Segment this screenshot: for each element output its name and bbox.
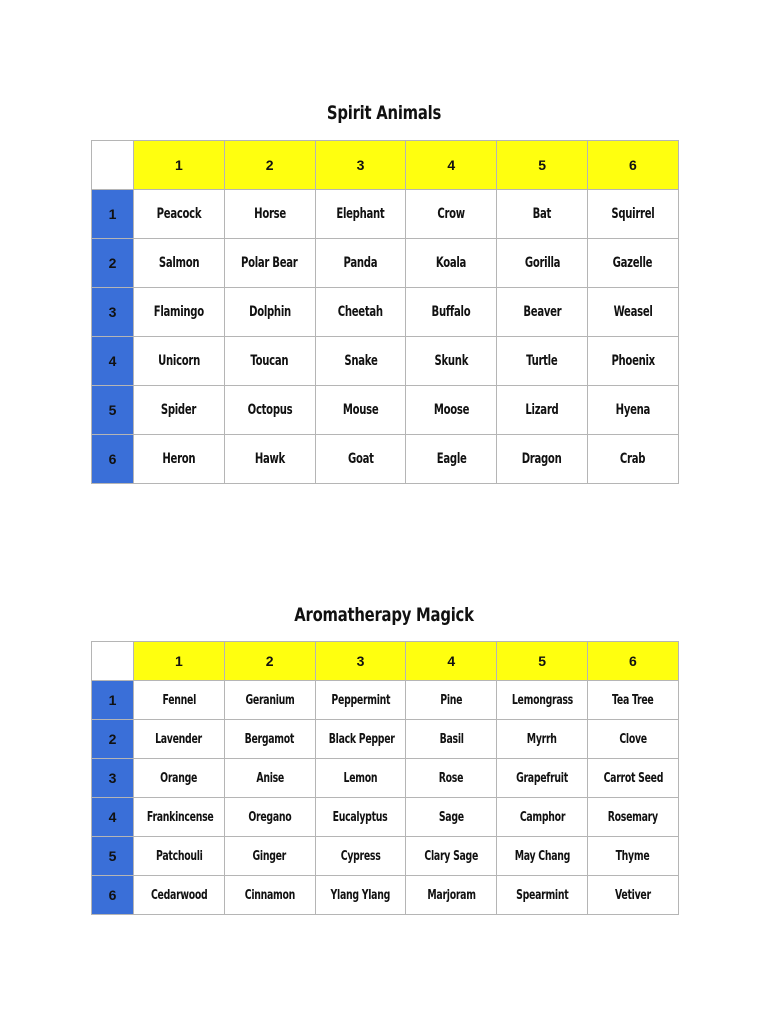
table-cell xyxy=(315,386,406,435)
cell-text: Myrrh xyxy=(527,732,558,747)
cell-text: Buffalo xyxy=(431,304,471,320)
table-cell xyxy=(587,798,678,837)
table-cell xyxy=(497,190,588,239)
table-cell xyxy=(406,681,497,720)
table-cell xyxy=(134,876,225,915)
table-cell xyxy=(315,759,406,798)
table-cell xyxy=(406,386,497,435)
table-cell xyxy=(406,837,497,876)
table-cell xyxy=(497,759,588,798)
cell-text: Panda xyxy=(343,255,378,271)
row-header: 4 xyxy=(92,798,134,837)
column-header: 3 xyxy=(315,141,406,190)
table-cell xyxy=(224,837,315,876)
table-cell xyxy=(315,837,406,876)
table-cell xyxy=(224,337,315,386)
cell-text: Clary Sage xyxy=(424,849,479,864)
table-cell xyxy=(224,288,315,337)
cell-text: Ginger xyxy=(252,849,287,864)
row-header: 1 xyxy=(92,681,134,720)
table-cell xyxy=(315,288,406,337)
column-header: 2 xyxy=(224,141,315,190)
cell-text: Clove xyxy=(619,732,647,747)
spirit-animals-table xyxy=(91,140,679,484)
cell-text: Flamingo xyxy=(153,304,204,320)
table-row xyxy=(92,190,679,239)
column-header: 1 xyxy=(134,642,225,681)
cell-text: Salmon xyxy=(158,255,200,271)
table-row xyxy=(92,681,679,720)
table-cell xyxy=(497,239,588,288)
cell-text: Camphor xyxy=(519,810,565,825)
table-cell xyxy=(224,681,315,720)
cell-text: Cheetah xyxy=(337,304,384,320)
cell-text: Pine xyxy=(440,693,463,708)
table-cell xyxy=(497,337,588,386)
table-cell xyxy=(406,337,497,386)
table-cell xyxy=(587,720,678,759)
table-row xyxy=(92,798,679,837)
table-cell xyxy=(406,435,497,484)
cell-text: Crow xyxy=(437,206,466,222)
cell-text: Fennel xyxy=(162,693,196,708)
row-header: 2 xyxy=(92,239,134,288)
table-cell xyxy=(134,337,225,386)
cell-text: Peppermint xyxy=(331,693,390,708)
aromatherapy-magick-title: Aromatherapy Magick xyxy=(294,604,474,626)
cell-text: Basil xyxy=(439,732,464,747)
table-cell xyxy=(224,190,315,239)
cell-text: Oregano xyxy=(248,810,292,825)
cell-text: Dragon xyxy=(522,451,562,467)
cell-text: Rosemary xyxy=(607,810,658,825)
cell-text: Moose xyxy=(433,402,469,418)
cell-text: Eagle xyxy=(436,451,467,467)
table-cell xyxy=(315,435,406,484)
row-header: 5 xyxy=(92,837,134,876)
cell-text: Marjoram xyxy=(427,888,476,903)
cell-text: Mouse xyxy=(342,402,379,418)
cell-text: Hawk xyxy=(254,451,285,467)
column-header: 1 xyxy=(134,141,225,190)
cell-text: Horse xyxy=(253,206,286,222)
table-cell xyxy=(587,239,678,288)
table-cell xyxy=(134,837,225,876)
table-cell xyxy=(497,288,588,337)
table-cell xyxy=(134,190,225,239)
table-cell xyxy=(134,435,225,484)
cell-text: Sage xyxy=(438,810,464,825)
table-row xyxy=(92,239,679,288)
cell-text: Elephant xyxy=(336,206,385,222)
table-cell xyxy=(587,759,678,798)
cell-text: Polar Bear xyxy=(241,255,298,271)
table-row xyxy=(92,837,679,876)
table-cell xyxy=(406,190,497,239)
table-row xyxy=(92,288,679,337)
cell-text: Phoenix xyxy=(611,353,655,369)
table-row xyxy=(92,720,679,759)
table-cell xyxy=(134,681,225,720)
cell-text: Black Pepper xyxy=(328,732,395,747)
table-cell xyxy=(497,720,588,759)
table-cell xyxy=(587,681,678,720)
row-header: 5 xyxy=(92,386,134,435)
cell-text: Weasel xyxy=(613,304,653,320)
table-cell xyxy=(315,190,406,239)
table-cell xyxy=(406,239,497,288)
cell-text: Anise xyxy=(255,771,284,786)
table-cell xyxy=(315,681,406,720)
column-header: 4 xyxy=(406,141,497,190)
cell-text: Frankincense xyxy=(146,810,214,825)
aromatherapy-magick-table xyxy=(91,641,679,915)
table-cell xyxy=(315,798,406,837)
cell-text: Squirrel xyxy=(611,206,655,222)
table-cell xyxy=(224,239,315,288)
row-header: 3 xyxy=(92,288,134,337)
table-header-row xyxy=(92,141,679,190)
table-cell xyxy=(224,435,315,484)
column-header: 2 xyxy=(224,642,315,681)
column-header: 4 xyxy=(406,642,497,681)
cell-text: Koala xyxy=(436,255,467,271)
cell-text: Gazelle xyxy=(613,255,653,271)
table-cell xyxy=(587,386,678,435)
table-cell xyxy=(587,837,678,876)
table-cell xyxy=(406,876,497,915)
table-cell xyxy=(134,386,225,435)
table-row xyxy=(92,386,679,435)
table-row xyxy=(92,759,679,798)
cell-text: Spearmint xyxy=(515,888,569,903)
cell-text: Gorilla xyxy=(524,255,560,271)
cell-text: Goat xyxy=(347,451,374,467)
row-header: 3 xyxy=(92,759,134,798)
cell-text: Thyme xyxy=(615,849,650,864)
table-cell xyxy=(224,720,315,759)
cell-text: Tea Tree xyxy=(612,693,654,708)
cell-text: Lemon xyxy=(343,771,378,786)
cell-text: Turtle xyxy=(526,353,558,369)
cell-text: Cypress xyxy=(340,849,381,864)
table-cell xyxy=(406,798,497,837)
table-cell xyxy=(134,239,225,288)
row-header: 6 xyxy=(92,876,134,915)
cell-text: Cedarwood xyxy=(150,888,208,903)
corner-cell xyxy=(92,141,134,190)
cell-text: May Chang xyxy=(514,849,570,864)
table-cell xyxy=(587,876,678,915)
cell-text: Toucan xyxy=(250,353,289,369)
cell-text: Ylang Ylang xyxy=(330,888,391,903)
cell-text: Cinnamon xyxy=(244,888,295,903)
table-cell xyxy=(587,435,678,484)
cell-text: Lizard xyxy=(525,402,559,418)
cell-text: Vetiver xyxy=(614,888,651,903)
cell-text: Heron xyxy=(162,451,196,467)
cell-text: Carrot Seed xyxy=(603,771,663,786)
cell-text: Geranium xyxy=(245,693,295,708)
cell-text: Patchouli xyxy=(155,849,203,864)
column-header: 3 xyxy=(315,642,406,681)
table-row xyxy=(92,337,679,386)
row-header: 4 xyxy=(92,337,134,386)
cell-text: Octopus xyxy=(247,402,293,418)
table-cell xyxy=(406,759,497,798)
cell-text: Bat xyxy=(532,206,552,222)
row-header: 1 xyxy=(92,190,134,239)
table-cell xyxy=(315,337,406,386)
column-header: 6 xyxy=(587,642,678,681)
table-row xyxy=(92,435,679,484)
table-cell xyxy=(587,337,678,386)
table-cell xyxy=(134,798,225,837)
corner-cell xyxy=(92,642,134,681)
table-cell xyxy=(224,798,315,837)
table-cell xyxy=(315,239,406,288)
table-cell xyxy=(224,386,315,435)
table-cell xyxy=(497,798,588,837)
table-cell xyxy=(134,720,225,759)
column-header: 5 xyxy=(497,141,588,190)
cell-text: Peacock xyxy=(156,206,202,222)
table-cell xyxy=(497,681,588,720)
table-cell xyxy=(224,876,315,915)
cell-text: Grapefruit xyxy=(516,771,569,786)
cell-text: Eucalyptus xyxy=(333,810,388,825)
table-cell xyxy=(587,288,678,337)
cell-text: Hyena xyxy=(615,402,651,418)
cell-text: Crab xyxy=(620,451,646,467)
row-header: 6 xyxy=(92,435,134,484)
table-cell xyxy=(315,876,406,915)
cell-text: Lemongrass xyxy=(511,693,573,708)
table-cell xyxy=(134,759,225,798)
cell-text: Rose xyxy=(439,771,464,786)
cell-text: Snake xyxy=(343,353,378,369)
cell-text: Unicorn xyxy=(157,353,200,369)
table-cell xyxy=(406,720,497,759)
table-cell xyxy=(497,435,588,484)
cell-text: Orange xyxy=(160,771,198,786)
table-cell xyxy=(224,759,315,798)
column-header: 5 xyxy=(497,642,588,681)
spirit-animals-title: Spirit Animals xyxy=(326,102,442,124)
table-cell xyxy=(497,876,588,915)
table-cell xyxy=(134,288,225,337)
table-cell xyxy=(406,288,497,337)
table-row xyxy=(92,876,679,915)
cell-text: Spider xyxy=(161,402,197,418)
row-header: 2 xyxy=(92,720,134,759)
table-cell xyxy=(315,720,406,759)
table-header-row xyxy=(92,642,679,681)
cell-text: Lavender xyxy=(155,732,203,747)
column-header: 6 xyxy=(587,141,678,190)
cell-text: Bergamot xyxy=(244,732,295,747)
cell-text: Beaver xyxy=(523,304,562,320)
table-cell xyxy=(497,386,588,435)
cell-text: Dolphin xyxy=(248,304,291,320)
table-cell xyxy=(587,190,678,239)
table-cell xyxy=(497,837,588,876)
cell-text: Skunk xyxy=(434,353,469,369)
